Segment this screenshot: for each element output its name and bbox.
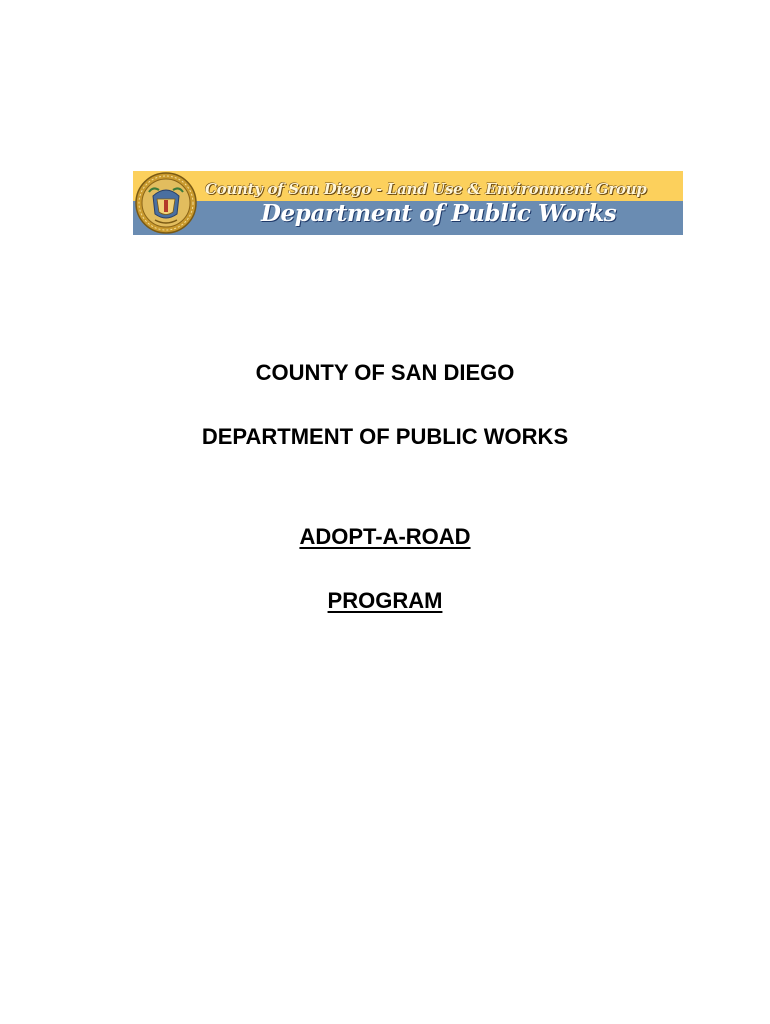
heading-department: DEPARTMENT OF PUBLIC WORKS (201, 424, 569, 449)
banner-subtitle: County of San Diego - Land Use & Environment Group (205, 180, 647, 198)
heading-program-name: ADOPT-A-ROAD (299, 524, 471, 549)
heading-program: PROGRAM (327, 588, 443, 613)
heading-county: COUNTY OF SAN DIEGO (255, 360, 515, 385)
banner-title: Department of Public Works (261, 200, 617, 227)
county-seal-icon (135, 172, 197, 234)
header-banner (133, 171, 683, 235)
